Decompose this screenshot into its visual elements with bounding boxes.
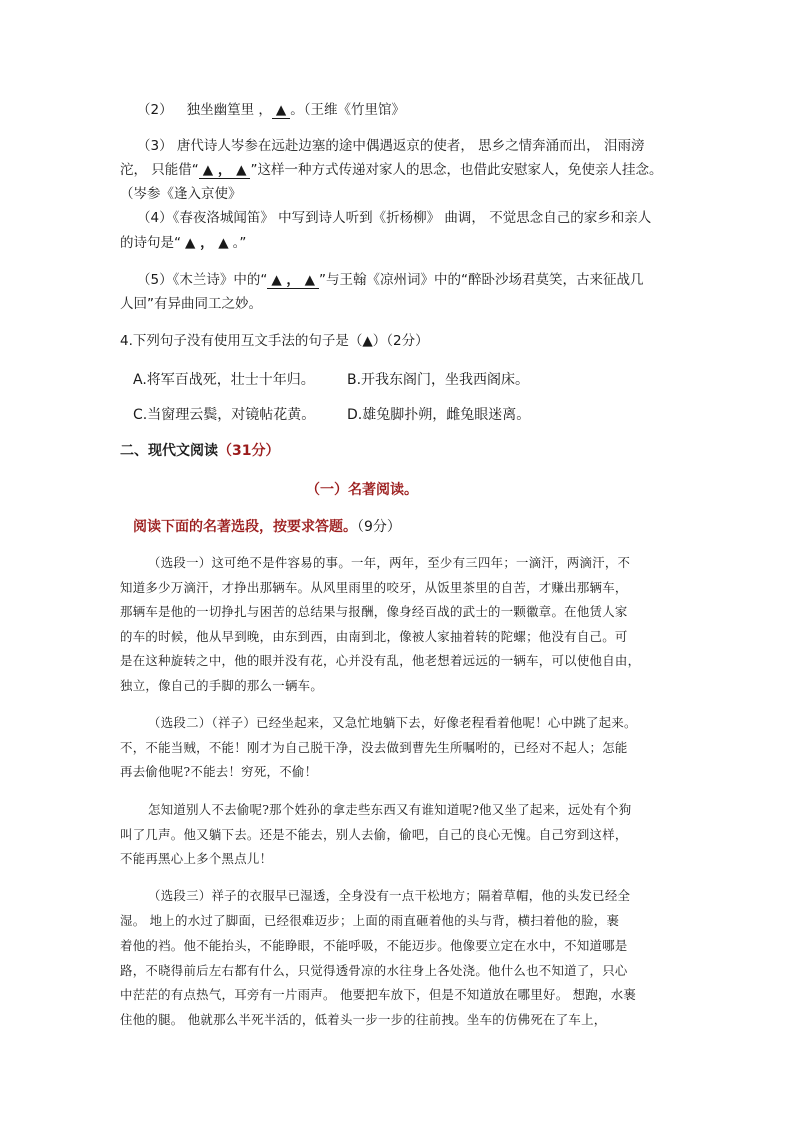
passage-line: （选段三）祥子的衣服早已湿透，全身没有一点干松地方；隔着草帽，他的头发已经全 <box>148 888 631 903</box>
question-text: ”与王翰《凉州词》中的“醉卧沙场君莫笑，古来征战几 <box>319 272 644 288</box>
passage-line: 路，不晓得前后左右都有什么，只觉得透骨凉的水往身上各处浇。他什么也不知道了，只心 <box>120 963 628 978</box>
question-3-line3: （岑参《逢入京使》 <box>120 186 242 202</box>
passage-line: 不能再黑心上多个黑点儿！ <box>120 851 273 866</box>
instruction <box>133 517 401 537</box>
question-text: 沱， 只能借“ <box>120 162 199 178</box>
question-text: 独坐幽篁里 ， <box>186 102 272 118</box>
question-2-line <box>137 100 405 120</box>
section-score: （31分） <box>218 443 280 459</box>
mc-question-stem: 4.下列句子没有使用互文手法的句子是（▲）（2分） <box>120 333 429 349</box>
answer-blank: ▲ ， ▲ <box>185 235 229 251</box>
passage-line: 湿。 地上的水过了脚面，已经很难迈步；上面的雨直砸着他的头与背，横扫着他的脸，裹 <box>120 913 620 928</box>
passage-line: 是在这种旋转之中，他的眼并没有花，心并没有乱，他老想着远远的一辆车，可以使他自由， <box>120 653 641 668</box>
passage-line: 的车的时候，他从早到晚，由东到西，由南到北，像被人家抽着转的陀螺；他没有自己。可 <box>120 629 628 644</box>
passage-line: 知道多少万滴汗，才挣出那辆车。从风里雨里的咬牙，从饭里茶里的自苦，才赚出那辆车， <box>120 580 628 595</box>
option-a[interactable]: A.将军百战死，壮士十年归。 <box>133 372 315 388</box>
option-b[interactable]: B.开我东阁门，坐我西阁床。 <box>347 372 530 388</box>
question-3-line2 <box>120 160 662 180</box>
passage-line: 叫了几声。他又躺下去。还是不能去，别人去偷，偷吧，自己的良心无愧。自己穷到这样， <box>120 827 628 842</box>
instruction-text: 阅读下面的名著选段，按要求答题。 <box>133 519 357 535</box>
question-text: 。” <box>232 235 247 251</box>
question-5-line1 <box>137 270 644 290</box>
passage-line: 住他的腿。 他就那么半死半活的，低着头一步一步的往前拽。坐车的仿佛死在了车上， <box>120 1012 607 1027</box>
passage-line: 那辆车是他的一切挣扎与困苦的总结果与报酬，像身经百战的武士的一颗徽章。在他赁人家 <box>120 604 628 619</box>
option-d[interactable]: D.雄兔脚扑朔，雌兔眼迷离。 <box>347 407 531 423</box>
question-text: 的诗句是“ <box>120 235 181 251</box>
passage-line: 不，不能当贼，不能！刚才为自己脱干净，没去做到曹先生所嘱咐的，已经对不起人；怎能 <box>120 740 628 755</box>
passage-line: 独立，像自己的手脚的那么一辆车。 <box>120 678 324 693</box>
question-text: ”这样一种方式传递对家人的思念，也借此安慰家人，免使亲人挂念。 <box>250 162 663 178</box>
question-3-line1: （3） 唐代诗人岑参在远赴边塞的途中偶遇返京的使者， 思乡之情奔涌而出， 泪雨滂 <box>137 138 645 154</box>
question-text: （5）《木兰诗》中的“ <box>137 272 268 288</box>
question-text: 。（王维《竹里馆》 <box>290 102 406 118</box>
answer-blank: ▲ ， ▲ <box>199 162 251 179</box>
answer-blank: ▲ <box>272 102 290 119</box>
question-number: （2） <box>137 102 173 118</box>
passage-line: 着他的裆。他不能抬头，不能睁眼，不能呼吸，不能迈步。他像要立定在水中，不知道哪是 <box>120 938 628 953</box>
section-heading <box>120 441 279 461</box>
passage-line: （选段二）（祥子）已经坐起来，又急忙地躺下去，好像老程看着他呢！心中跳了起来。 <box>148 715 637 730</box>
answer-blank: ▲ ， ▲ <box>267 272 319 289</box>
question-5-line2: 人回”有异曲同工之妙。 <box>120 296 262 312</box>
section-label: 二、现代文阅读 <box>120 443 218 459</box>
subsection-title: （一）名著阅读。 <box>306 482 418 498</box>
instruction-score: （9分） <box>357 519 401 535</box>
passage-line: （选段一）这可绝不是件容易的事。一年，两年，至少有三四年；一滴汗，两滴汗，不 <box>148 555 631 570</box>
question-4-line1: （4）《春夜洛城闻笛》 中写到诗人听到《折杨柳》 曲调， 不觉思念自己的家乡和亲人 <box>137 210 652 226</box>
passage-line: 中茫茫的有点热气，耳旁有一片雨声。 他要把车放下，但是不知道放在哪里好。 想跑，水裹 <box>120 987 637 1002</box>
passage-line: 再去偷他呢?不能去！穷死，不偷！ <box>120 764 318 779</box>
question-4-line2 <box>120 233 246 253</box>
option-c[interactable]: C.当窗理云鬓，对镜帖花黄。 <box>133 407 316 423</box>
passage-line: 怎知道别人不去偷呢?那个姓孙的拿走些东西又有谁知道呢?他又坐了起来，远处有个狗 <box>148 802 632 817</box>
